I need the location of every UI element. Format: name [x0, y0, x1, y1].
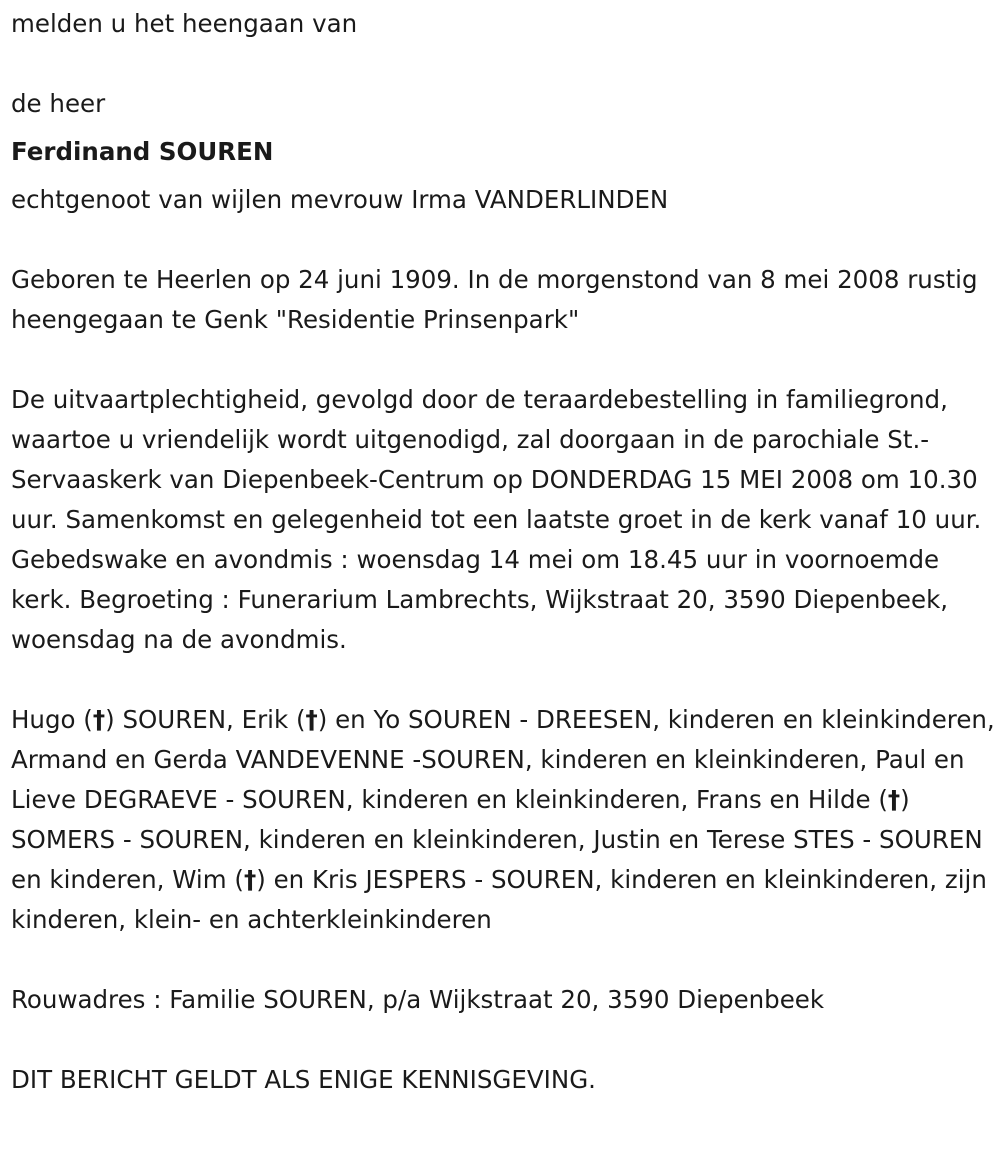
family-text: Hugo (	[11, 705, 93, 734]
spacer	[11, 44, 996, 84]
deceased-name: Ferdinand SOUREN	[11, 137, 274, 166]
mourning-address: Rouwadres : Familie SOUREN, p/a Wijkstraat 20, 3590 Diepenbeek	[11, 985, 825, 1014]
family-paragraph	[11, 700, 996, 940]
cross-icon: †	[243, 865, 257, 894]
spacer	[11, 940, 996, 980]
death-notice	[11, 4, 996, 1100]
intro-line: melden u het heengaan van	[11, 9, 358, 38]
cross-icon: †	[92, 705, 106, 734]
spacer	[11, 660, 996, 700]
cross-icon: †	[887, 785, 901, 814]
birth-death-paragraph: Geboren te Heerlen op 24 juni 1909. In de morgenstond van 8 mei 2008 rustig heengegaan te Genk "Residentie Prinsenpark"	[11, 265, 978, 334]
closing-statement: DIT BERICHT GELDT ALS ENIGE KENNISGEVING.	[11, 1065, 596, 1094]
family-text: ) en Kris JESPERS - SOUREN, kinderen en kleinkinderen, zijn kinderen, klein- en achterkleinkinderen	[11, 865, 987, 934]
spacer	[11, 220, 996, 260]
spacer	[11, 340, 996, 380]
spouse-line: echtgenoot van wijlen mevrouw Irma VANDERLINDEN	[11, 185, 669, 214]
family-text: ) SOUREN, Erik (	[105, 705, 306, 734]
spacer	[11, 1020, 996, 1060]
cross-icon: †	[305, 705, 318, 734]
salutation: de heer	[11, 89, 106, 118]
family-text: ) en Yo SOUREN - DREESEN, kinderen en kleinkinderen, Armand en Gerda VANDEVENNE -SOUREN, kinderen en kleinkinderen, Paul en Lieve DEGRAEVE - SOUREN, kinderen en kleinkinderen, Frans en Hilde (	[11, 705, 995, 814]
funeral-paragraph: De uitvaartplechtigheid, gevolgd door de teraardebestelling in familiegrond, waartoe u vriendelijk wordt uitgenodigd, zal doorgaan in de parochiale St.-Servaaskerk van Diepenbeek-Centrum op DONDERDAG 15 MEI 2008 om 10.30 uur. Samenkomst en gelegenheid tot een laatste groet in de kerk vanaf 10 uur. Gebedswake en avondmis : woensdag 14 mei om 18.45 uur in voornoemde kerk. Begroeting : Funerarium Lambrechts, Wijkstraat 20, 3590 Diepenbeek, woensdag na de avondmis.	[11, 385, 982, 654]
family-text: ) SOMERS - SOUREN, kinderen en kleinkinderen, Justin en Terese STES - SOUREN en kinderen, Wim (	[11, 785, 983, 894]
